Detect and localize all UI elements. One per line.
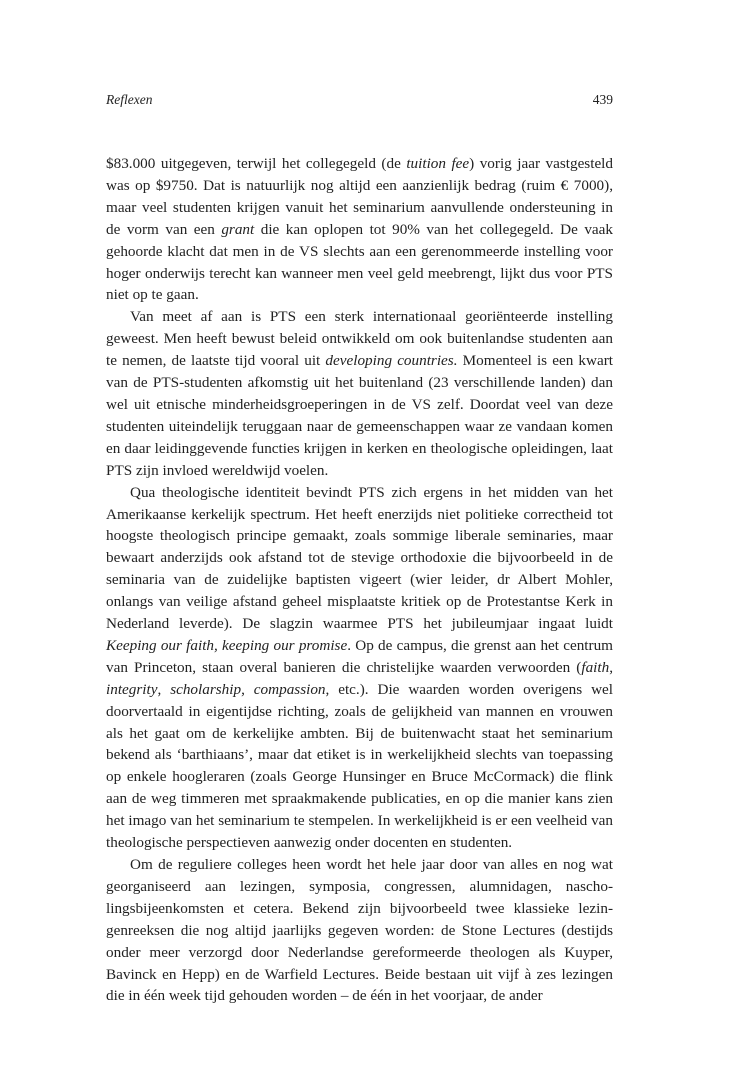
paragraph-4 — [106, 854, 613, 1007]
running-head-title: Reflexen — [106, 92, 153, 107]
italic-text: compassion — [253, 680, 326, 698]
italic-text: grant — [221, 220, 255, 238]
text-run: , etc.). Die waarden worden overigens wel doorvertaald in eigentijdse richting, zoals de gelijkheid van mannen en vrouwen als het gaat om de kerkelijke ambten. Bij de buitenwacht staat het seminarium bekend als ‘barthiaans’, maar dat etiket is in werkelijkheid slechts van toepassing op enkele hoogleraren (zoals George Hunsinger en Bruce McCormack) die flink aan de weg timmeren met spraakmakende publicaties, en op die manier kans zien het imago van het seminarium te stempelen. In werkelijkheid is er een veelheid van theologische perspectieven aanwezig onder docenten en studenten. — [106, 680, 614, 852]
italic-text: Keeping our faith, keeping our promise — [106, 636, 348, 654]
page-number: 439 — [592, 92, 613, 107]
paragraph-1 — [106, 153, 613, 306]
text-run: , — [157, 680, 171, 698]
italic-text: developing countries. — [325, 352, 458, 370]
text-run: die kan oplopen tot 90% van het collegegeld. De vaak gehoorde klacht dat men in de VS slechts aan een gerenommeerde instelling voor hoger onderwijs terecht kan wanneer men veel geld meebrengt, lijkt dus voor PTS niet op te gaan. — [106, 220, 613, 304]
running-header — [106, 92, 613, 112]
italic-text: tuition fee — [406, 155, 470, 172]
text-run: $83.000 uitgegeven, terwijl het collegegeld (de — [106, 155, 407, 172]
text-run: Om de reguliere colleges heen wordt het hele jaar door van alles en nog wat georganiseerd aan lezingen, symposia, congressen, alumnidagen, nascholingsbijeenkomsten et cetera. Bekend zijn bijvoorbeeld twee klassieke lezingenreeksen die nog altijd jaarlijks gegeven worden: de Stone Lectures (destijds onder meer verzorgd door Nederlandse gereformeerde theologen als Kuyper, Bavinck en Hepp) en de Warfield Lectures. Beide bestaan uit vijf à zes lezingen die in één week tijd gehouden worden – de één in het voorjaar, de ander — [106, 856, 613, 1005]
paragraph-2 — [106, 306, 613, 481]
body-text — [106, 153, 613, 1007]
text-run: , — [609, 658, 613, 676]
text-run: Qua theologische identiteit bevindt PTS zich ergens in het midden van het Amerikaanse kerkelijk spectrum. Het heeft enerzijds niet politieke correctheid tot hoogste theologisch principe gemaakt, zoals sommige liberale seminaries, maar bewaart anderzijds ook afstand tot de stevige orthodoxie die bijvoorbeeld in de seminaria van de zuidelijke baptisten vigeert (wier leider, dr Albert Mohler, onlangs van veilige afstand geheel misplaatste kritiek op de Protestantse Kerk in Nederland leverde). De slagzin waarmee PTS het jubileumjaar ingaat luidt — [106, 483, 613, 633]
text-run: Momenteel is een kwart van de PTS-studenten afkomstig uit het buitenland (23 verschillende landen) dan wel uit etnische minderheidsgroeperingen in de VS zelf. Doordat veel van deze studenten uiteindelijk teruggaan naar de gemeenschappen waar ze vandaan komen en daar leidinggevende functies krijgen in kerken en theologische opleidingen, laat PTS zijn invloed wereldwijd voelen. — [106, 352, 614, 479]
italic-text: faith — [581, 658, 610, 676]
text-run: . Op de campus, die grenst aan het centrum van Princeton, staan overal banieren die christelijke waarden verwoorden ( — [106, 636, 613, 676]
text-run: , — [241, 680, 254, 698]
text-run: ) vorig jaar vastgesteld was op $9750. Dat is natuurlijk nog altijd een aanzienlijk bedrag (ruim € 7000), maar veel studenten krijgen vanuit het seminarium aanvullende ondersteuning in de vorm van een — [106, 155, 613, 238]
paragraph-3 — [106, 482, 613, 854]
italic-text: scholarship — [170, 680, 242, 698]
italic-text: integrity — [106, 680, 158, 698]
text-run: Van meet af aan is PTS een sterk internationaal georiënteerde instelling geweest. Men heeft bewust beleid ontwikkeld om ook buitenlandse studenten aan te nemen, de laatste tijd vooral uit — [106, 308, 613, 370]
